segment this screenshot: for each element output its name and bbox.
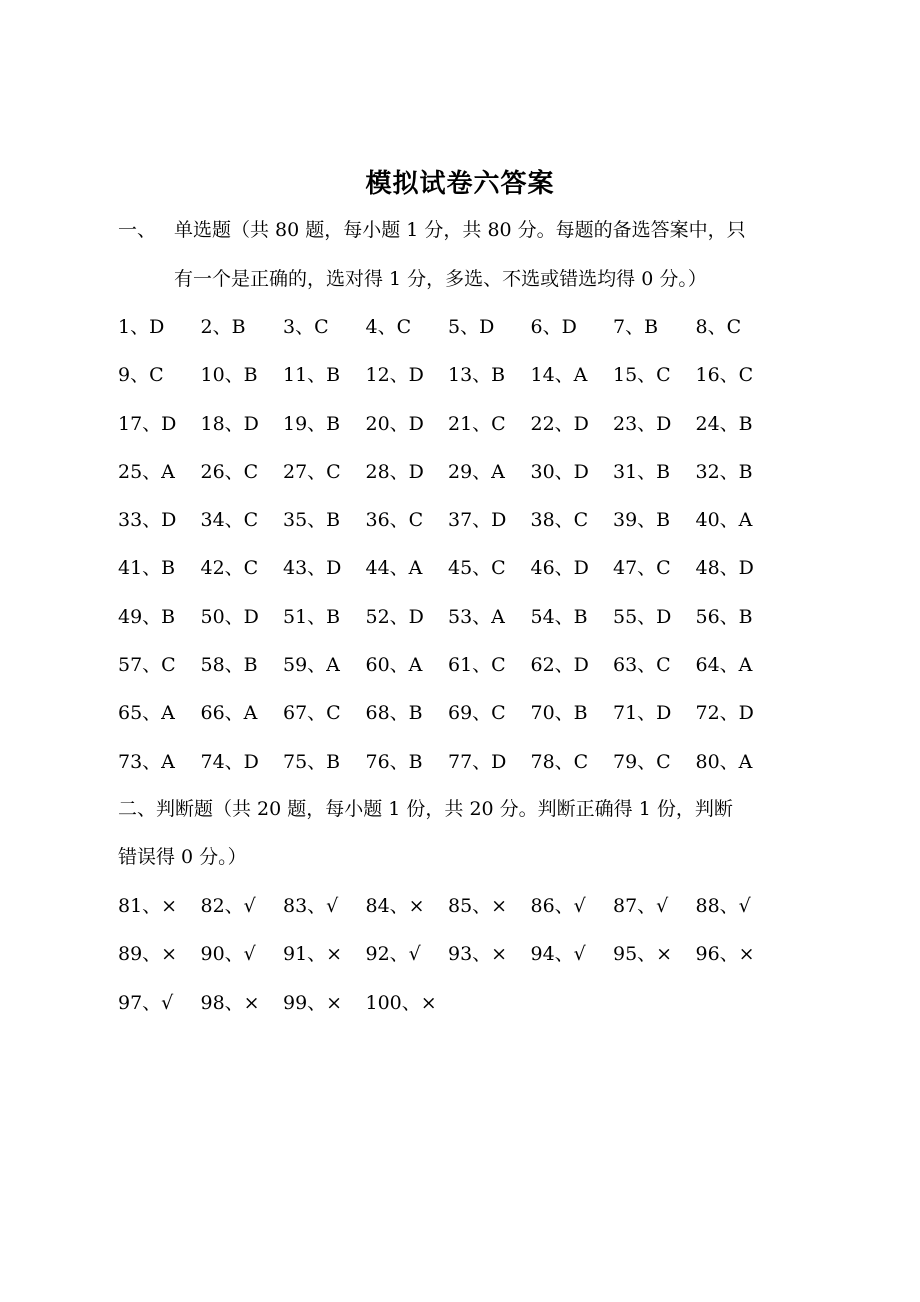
answer-item: 44、A xyxy=(365,557,423,580)
answer-item: 24、B xyxy=(695,412,753,435)
section1-heading-line2: 有一个是正确的，选对得 1 分，多选、不选或错选均得 0 分。） xyxy=(174,268,707,290)
answer-item: 2、B xyxy=(200,316,246,338)
answer-item: 55、D xyxy=(613,605,672,628)
answer-item: 35、B xyxy=(283,509,341,532)
answer-item: 99、× xyxy=(283,991,343,1014)
answer-item: 43、D xyxy=(283,557,342,580)
answer-item: 63、C xyxy=(613,654,671,677)
answer-item: 84、× xyxy=(365,895,425,917)
answer-item: 95、× xyxy=(613,943,673,966)
answer-item: 12、D xyxy=(365,364,424,387)
section1-number: 一、 xyxy=(118,219,157,241)
answer-item: 17、D xyxy=(118,412,177,435)
answer-item: 30、D xyxy=(530,460,589,483)
answer-item: 5、D xyxy=(448,316,495,338)
answer-item: 28、D xyxy=(365,460,424,483)
answer-item: 52、D xyxy=(365,605,424,628)
answer-item: 16、C xyxy=(695,364,754,387)
answer-item: 50、D xyxy=(200,605,259,628)
answer-item: 97、√ xyxy=(118,991,174,1014)
answer-item: 73、A xyxy=(118,750,175,773)
answer-item: 39、B xyxy=(613,509,671,532)
answer-item: 67、C xyxy=(283,702,341,725)
answer-item: 88、√ xyxy=(695,895,751,917)
answer-item: 21、C xyxy=(448,412,506,435)
single-choice-answer-grid xyxy=(118,303,778,786)
answer-item: 15、C xyxy=(613,364,671,387)
answer-item: 31、B xyxy=(613,460,671,483)
answer-item: 22、D xyxy=(530,412,589,435)
answer-item: 53、A xyxy=(448,605,505,628)
answer-item: 37、D xyxy=(448,509,507,532)
answer-item: 20、D xyxy=(365,412,424,435)
answer-item: 32、B xyxy=(695,460,753,483)
answer-item: 65、A xyxy=(118,702,175,725)
answer-item: 60、A xyxy=(365,654,423,677)
answer-item: 82、√ xyxy=(200,895,256,917)
answer-item: 77、D xyxy=(448,750,507,773)
answer-item: 75、B xyxy=(283,750,341,773)
answer-item: 58、B xyxy=(200,654,258,677)
answer-item: 57、C xyxy=(118,654,176,677)
answer-item: 1、D xyxy=(118,316,165,338)
answer-item: 4、C xyxy=(365,316,412,338)
answer-item: 89、× xyxy=(118,943,178,966)
answer-item: 11、B xyxy=(283,364,341,387)
answer-item: 74、D xyxy=(200,750,259,773)
answer-item: 19、B xyxy=(283,412,341,435)
answer-item: 25、A xyxy=(118,460,175,483)
answer-item: 87、√ xyxy=(613,895,669,917)
answer-item: 41、B xyxy=(118,557,176,580)
answer-item: 90、√ xyxy=(200,943,256,966)
answer-item: 80、A xyxy=(695,750,753,773)
section1-heading-line1: 单选题（共 80 题，每小题 1 分，共 80 分。每题的备选答案中，只 xyxy=(174,219,746,241)
answer-item: 3、C xyxy=(283,316,329,338)
section2-heading-line1: 二、判断题（共 20 题，每小题 1 份，共 20 分。判断正确得 1 份，判断 xyxy=(118,798,733,820)
answer-item: 68、B xyxy=(365,702,423,725)
answer-item: 29、A xyxy=(448,460,505,483)
answer-item: 71、D xyxy=(613,702,672,725)
answer-item: 48、D xyxy=(695,557,754,580)
answer-item: 27、C xyxy=(283,460,341,483)
answer-item: 23、D xyxy=(613,412,672,435)
answer-item: 83、√ xyxy=(283,895,339,917)
page-title: 模拟试卷六答案 xyxy=(365,169,555,199)
answer-item: 38、C xyxy=(530,509,589,532)
answer-item: 59、A xyxy=(283,654,340,677)
answer-item: 69、C xyxy=(448,702,506,725)
answer-item: 70、B xyxy=(530,702,588,725)
answer-item: 91、× xyxy=(283,943,343,966)
answer-item: 85、× xyxy=(448,895,508,917)
answer-item: 42、C xyxy=(200,557,259,580)
answer-item: 66、A xyxy=(200,702,258,725)
answer-item: 62、D xyxy=(530,654,589,677)
answer-item: 96、× xyxy=(695,943,755,966)
answer-item: 54、B xyxy=(530,605,588,628)
answer-item: 40、A xyxy=(695,509,753,532)
answer-item: 8、C xyxy=(695,316,742,338)
answer-item: 45、C xyxy=(448,557,506,580)
answer-item: 79、C xyxy=(613,750,671,773)
answer-item: 9、C xyxy=(118,364,164,387)
answer-item: 78、C xyxy=(530,750,589,773)
answer-item: 56、B xyxy=(695,605,753,628)
answer-item: 13、B xyxy=(448,364,506,387)
answer-item: 86、√ xyxy=(530,895,586,917)
answer-item: 51、B xyxy=(283,605,341,628)
answer-item: 18、D xyxy=(200,412,259,435)
answer-item: 93、× xyxy=(448,943,508,966)
section2-heading-line2: 错误得 0 分。） xyxy=(118,846,247,868)
answer-item: 46、D xyxy=(530,557,589,580)
answer-item: 72、D xyxy=(695,702,754,725)
answer-item: 92、√ xyxy=(365,943,421,966)
answer-item: 49、B xyxy=(118,605,176,628)
answer-item: 94、√ xyxy=(530,943,586,966)
answer-item: 61、C xyxy=(448,654,506,677)
answer-item: 33、D xyxy=(118,509,177,532)
answer-item: 10、B xyxy=(200,364,258,387)
answer-item: 98、× xyxy=(200,991,260,1014)
answer-item: 34、C xyxy=(200,509,259,532)
answer-item: 14、A xyxy=(530,364,588,387)
answer-item: 81、× xyxy=(118,895,178,917)
answer-item: 47、C xyxy=(613,557,671,580)
true-false-answer-grid xyxy=(118,882,778,1027)
answer-item: 100、× xyxy=(365,991,437,1014)
answer-item: 7、B xyxy=(613,316,659,338)
answer-item: 6、D xyxy=(530,316,577,338)
answer-item: 76、B xyxy=(365,750,423,773)
answer-item: 64、A xyxy=(695,654,753,677)
answer-item: 36、C xyxy=(365,509,424,532)
answer-item: 26、C xyxy=(200,460,259,483)
